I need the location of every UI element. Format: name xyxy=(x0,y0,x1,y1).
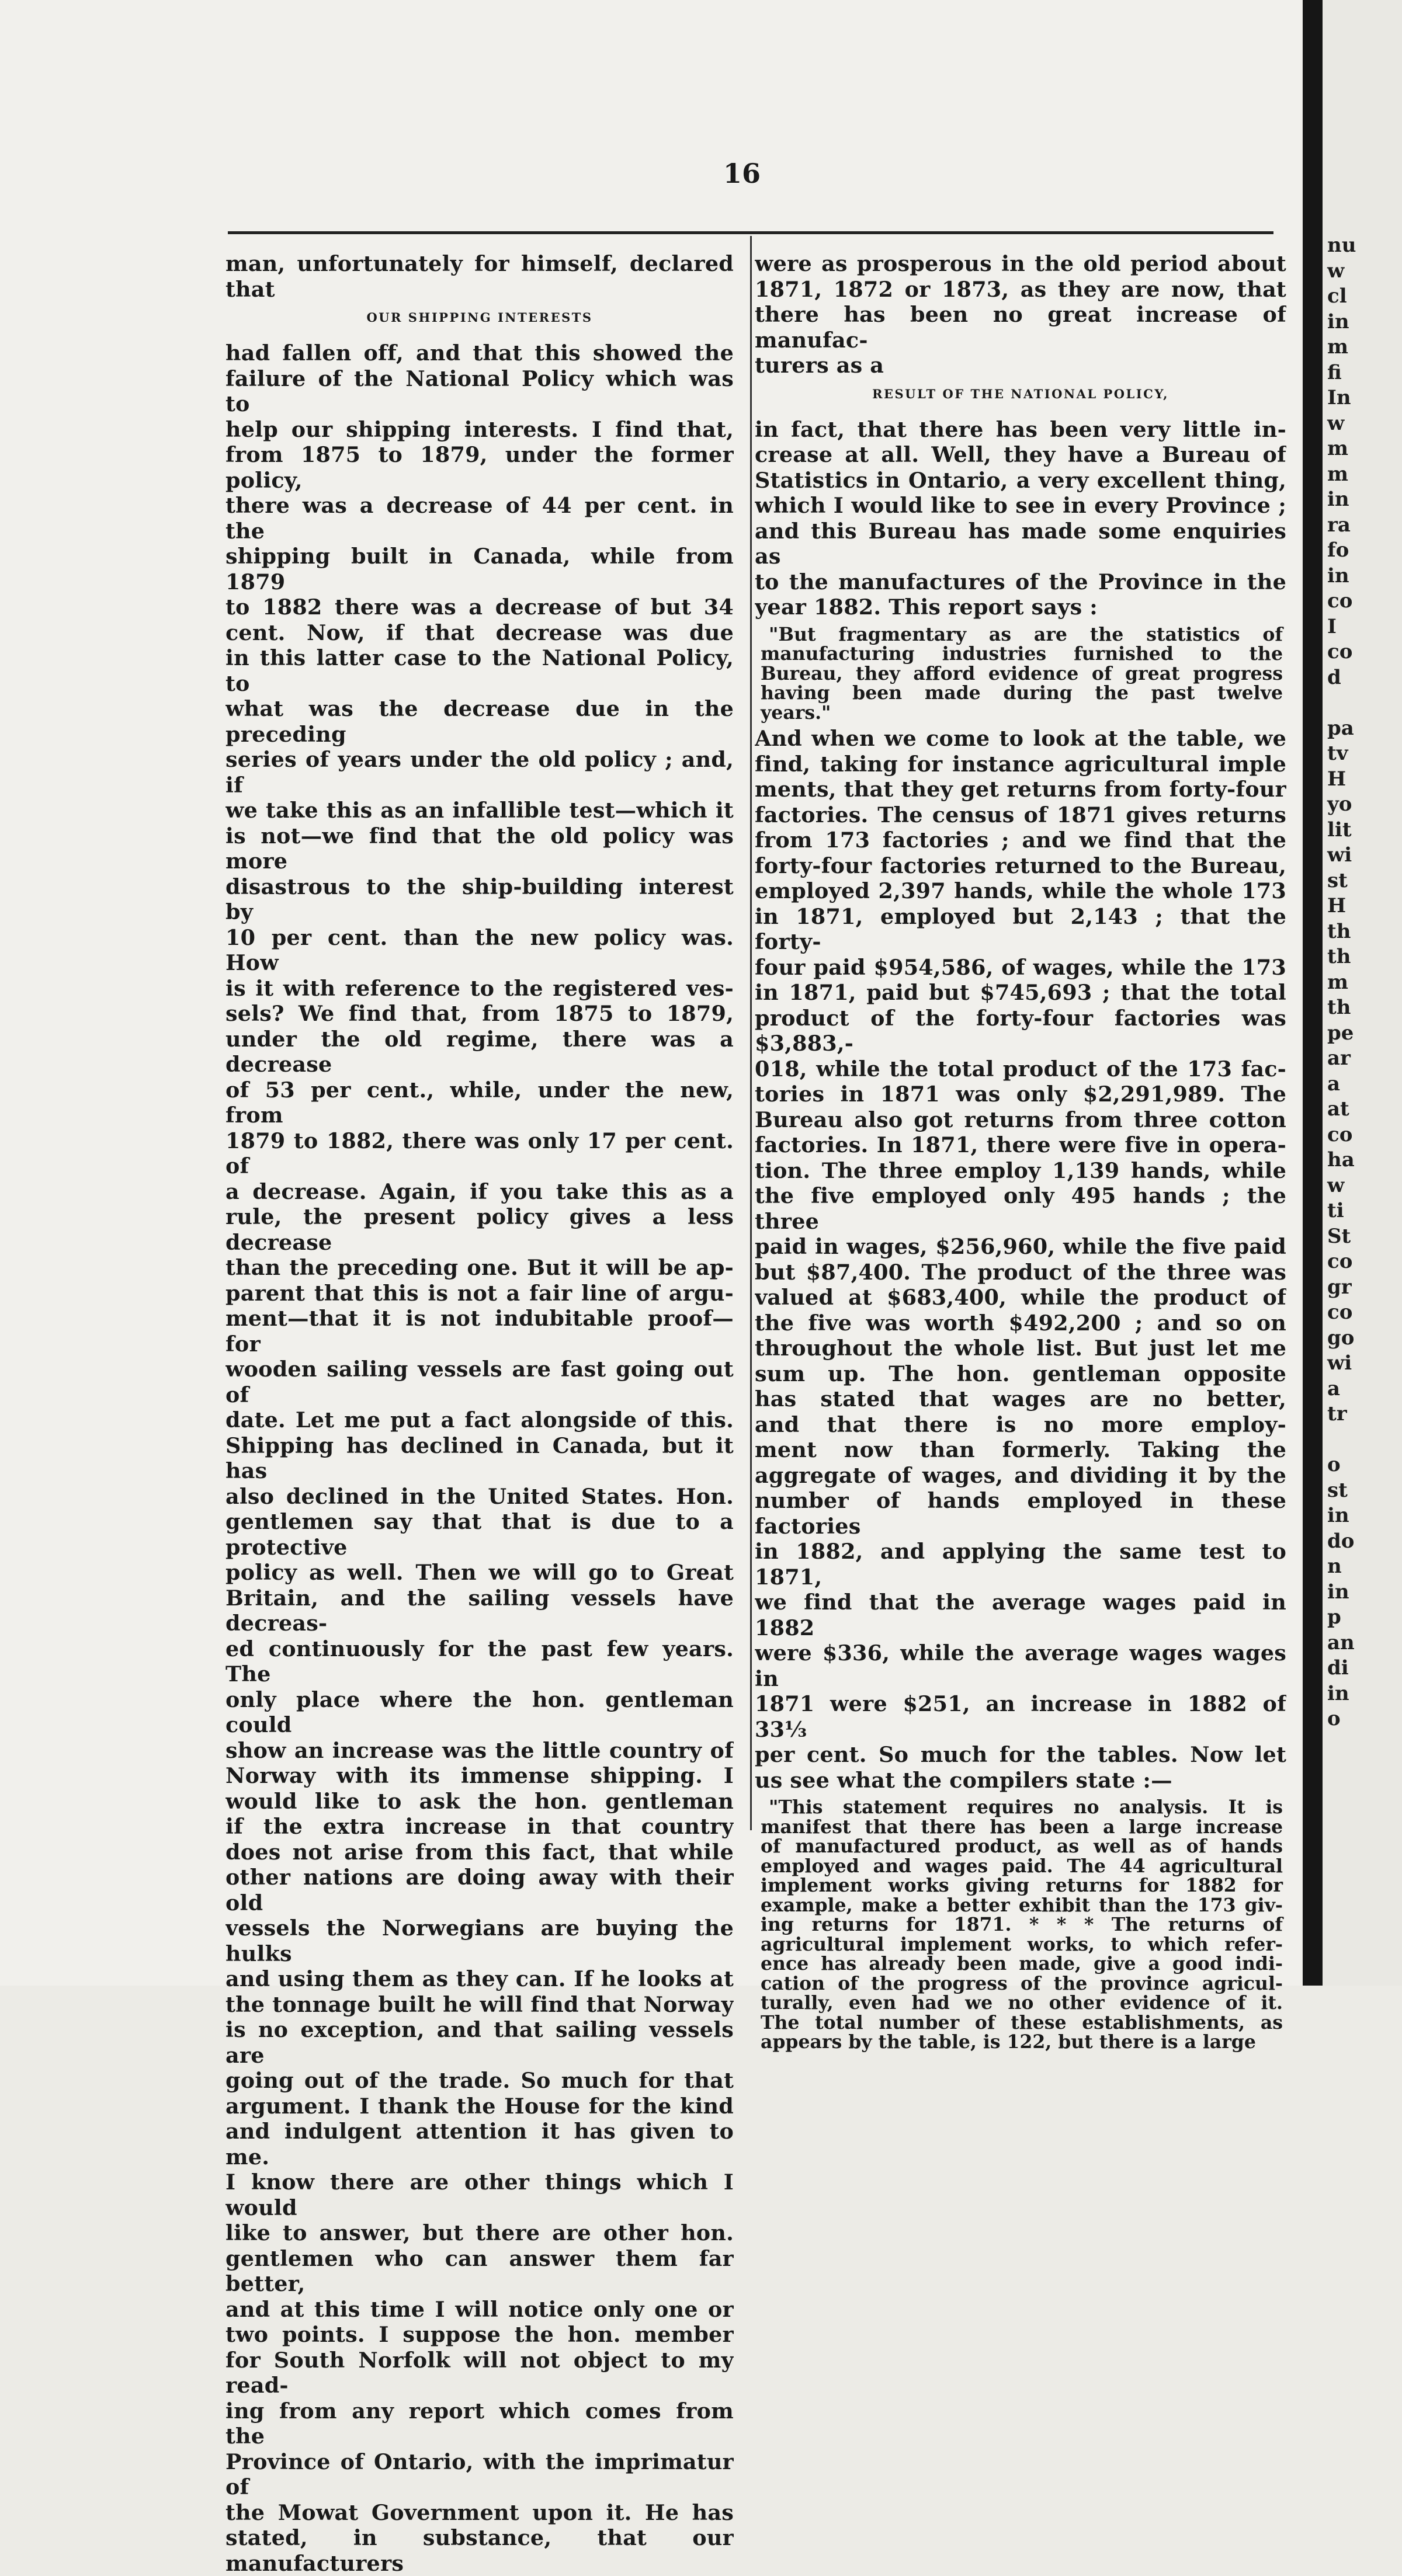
text-line: show an increase was the little country of xyxy=(225,1737,734,1763)
quote-line: cation of the progress of the province agricul- xyxy=(761,1972,1283,1994)
edge-text-fragment: m xyxy=(1327,437,1348,460)
text-line: is not—we find that the old policy was more xyxy=(225,823,734,874)
edge-text-fragment: in xyxy=(1327,564,1349,587)
edge-text-fragment: tr xyxy=(1327,1402,1347,1426)
quote-line: Bureau, they afford evidence of great progress xyxy=(761,662,1283,684)
text-line: in 1871, employed but 2,143 ; that the forty- xyxy=(755,903,1286,954)
quote-line: having been made during the past twelve xyxy=(761,682,1283,704)
text-line: crease at all. Well, they have a Bureau of xyxy=(755,442,1286,467)
text-line: we take this as an infallible test—which it xyxy=(225,798,734,823)
edge-text-fragment: nu xyxy=(1327,234,1356,257)
edge-text-fragment: fo xyxy=(1327,538,1349,562)
edge-text-fragment: w xyxy=(1327,259,1345,283)
text-line: and that there is no more employ- xyxy=(755,1412,1286,1437)
edge-text-fragment: m xyxy=(1327,335,1348,359)
text-line: of 53 per cent., while, under the new, from xyxy=(225,1077,734,1128)
text-line: ed continuously for the past few years. The xyxy=(225,1636,734,1687)
book-binding-gutter xyxy=(1303,0,1323,1986)
edge-text-fragment: a xyxy=(1327,1072,1341,1096)
edge-text-fragment: yo xyxy=(1327,792,1352,816)
text-line: year 1882. This report says : xyxy=(755,595,1098,620)
text-line: wooden sailing vessels are fast going out of xyxy=(225,1357,734,1407)
edge-text-fragment: co xyxy=(1327,1122,1353,1146)
text-line: gentlemen who can answer them far better, xyxy=(225,2245,734,2296)
edge-text-fragment: th xyxy=(1327,919,1351,943)
text-line: sels? We find that, from 1875 to 1879, xyxy=(225,1001,734,1026)
text-line: number of hands employed in these factories xyxy=(755,1488,1286,1539)
text-line: shipping built in Canada, while from 1879 xyxy=(225,544,734,595)
text-line: ments, that they get returns from forty-four xyxy=(755,777,1286,802)
text-line: Province of Ontario, with the imprimatur of xyxy=(225,2449,734,2499)
edge-text-fragment: co xyxy=(1327,640,1353,663)
edge-text-fragment: H xyxy=(1327,894,1347,917)
text-line: only place where the hon. gentleman could xyxy=(225,1687,734,1737)
text-line: in this latter case to the National Policy, to xyxy=(225,645,734,696)
edge-text-fragment: do xyxy=(1327,1529,1355,1553)
text-line: Britain, and the sailing vessels have decreas- xyxy=(225,1585,734,1636)
edge-text-fragment: In xyxy=(1327,386,1351,409)
section-heading-shipping-interests: OUR SHIPPING INTERESTS xyxy=(366,310,593,325)
edge-text-fragment: o xyxy=(1327,1453,1341,1476)
text-line: tories in 1871 was only $2,291,989. The xyxy=(755,1082,1286,1107)
quote-line: employed and wages paid. The 44 agricultural xyxy=(761,1855,1283,1877)
edge-text-fragment: ra xyxy=(1327,513,1351,537)
text-line: 1879 to 1882, there was only 17 per cent. of xyxy=(225,1128,734,1179)
quote-line: "This statement requires no analysis. It is xyxy=(769,1796,1283,1818)
block-quote-compilers xyxy=(755,1798,1286,2052)
edge-text-fragment: wi xyxy=(1327,1351,1352,1375)
edge-text-fragment: H xyxy=(1327,767,1347,791)
text-line: to 1882 there was a decrease of but 34 xyxy=(225,595,734,620)
text-line: that xyxy=(225,276,275,302)
text-line: factories. The census of 1871 gives returns xyxy=(755,802,1286,828)
header-rule xyxy=(228,231,1273,234)
edge-text-fragment: n xyxy=(1327,1555,1342,1578)
text-line: turers as a xyxy=(755,353,884,378)
quote-line: of manufactured product, as well as of hands xyxy=(761,1835,1283,1857)
edge-text-fragment: fi xyxy=(1327,360,1342,384)
quote-line: The total number of these establishments, as xyxy=(761,2011,1283,2033)
text-line: Norway with its immense shipping. I xyxy=(225,1763,734,1788)
edge-text-fragment: St xyxy=(1327,1224,1351,1248)
left-column xyxy=(225,251,734,2576)
text-line: from 1875 to 1879, under the former policy, xyxy=(225,442,734,493)
text-line: date. Let me put a fact alongside of this. xyxy=(225,1407,734,1433)
text-line: for South Norfolk will not object to my read- xyxy=(225,2347,734,2398)
text-line: but $87,400. The product of the three was xyxy=(755,1259,1286,1285)
edge-text-fragment: st xyxy=(1327,1478,1348,1502)
text-line: had fallen off, and that this showed the xyxy=(225,340,734,366)
text-line: to the manufactures of the Province in the xyxy=(755,569,1286,595)
text-line: And when we come to look at the table, we xyxy=(755,726,1286,751)
text-line: the five was worth $492,200 ; and so on xyxy=(755,1310,1286,1336)
edge-text-fragment: at xyxy=(1327,1097,1349,1121)
text-line: man, unfortunately for himself, declared xyxy=(225,251,734,276)
text-line: is no exception, and that sailing vessels are xyxy=(225,2017,734,2068)
edge-text-fragment: w xyxy=(1327,411,1345,435)
text-line: aggregate of wages, and dividing it by the xyxy=(755,1462,1286,1488)
text-line: were $336, while the average wages wages in xyxy=(755,1640,1286,1691)
text-line: there has been no great increase of manufac- xyxy=(755,302,1286,353)
edge-text-fragment: tv xyxy=(1327,742,1348,765)
edge-text-fragment: di xyxy=(1327,1656,1349,1680)
block-quote-bureau-report xyxy=(755,625,1286,723)
text-line: which I would like to see in every Province ; xyxy=(755,493,1286,518)
text-line: going out of the trade. So much for that xyxy=(225,2068,734,2093)
quote-line: example, make a better exhibit than the 173 giv- xyxy=(761,1894,1283,1916)
edge-text-fragment: m xyxy=(1327,462,1348,486)
text-line: paid in wages, $256,960, while the five paid xyxy=(755,1234,1286,1259)
quote-line: agricultural implement works, to which refer- xyxy=(761,1933,1283,1955)
quote-line: appears by the table, is 122, but there is a large xyxy=(761,2031,1256,2053)
edge-text-fragment: co xyxy=(1327,1250,1353,1273)
text-line: ing from any report which comes from the xyxy=(225,2398,734,2449)
section-heading-national-policy: RESULT OF THE NATIONAL POLICY, xyxy=(872,386,1169,401)
edge-text-fragment: wi xyxy=(1327,843,1352,867)
text-line: Shipping has declined in Canada, but it has xyxy=(225,1433,734,1483)
edge-text-fragment: st xyxy=(1327,868,1348,892)
text-line: policy as well. Then we will go to Great xyxy=(225,1560,734,1585)
edge-text-fragment: cl xyxy=(1327,284,1347,308)
text-line: vessels the Norwegians are buying the hulks xyxy=(225,1916,734,1966)
edge-text-fragment: in xyxy=(1327,1681,1349,1705)
text-line: 1871, 1872 or 1873, as they are now, that xyxy=(755,276,1286,302)
text-line: from 173 factories ; and we find that the xyxy=(755,828,1286,853)
edge-text-fragment: in xyxy=(1327,310,1349,333)
text-line: I know there are other things which I would xyxy=(225,2170,734,2220)
text-line: 10 per cent. than the new policy was. How xyxy=(225,924,734,975)
quote-line: manifest that there has been a large increase xyxy=(761,1816,1283,1838)
edge-text-fragment: ar xyxy=(1327,1047,1351,1070)
text-line: series of years under the old policy ; and, if xyxy=(225,747,734,798)
text-line: and using them as they can. If he looks at xyxy=(225,1966,734,1991)
text-line: Statistics in Ontario, a very excellent thing, xyxy=(755,467,1286,493)
quote-line: years." xyxy=(761,701,831,724)
text-line: there was a decrease of 44 per cent. in the xyxy=(225,493,734,544)
column-divider xyxy=(750,236,752,1830)
edge-text-fragment: w xyxy=(1327,1173,1345,1197)
text-line: if the extra increase in that country xyxy=(225,1814,734,1839)
text-line: stated, in substance, that our manufacturers xyxy=(225,2525,734,2576)
edge-text-fragment: I xyxy=(1327,614,1337,638)
text-line: and this Bureau has made some enquiries as xyxy=(755,518,1286,569)
text-line: employed 2,397 hands, while the whole 173 xyxy=(755,878,1286,903)
edge-text-fragment: th xyxy=(1327,945,1351,968)
text-line: we find that the average wages paid in 1882 xyxy=(755,1590,1286,1640)
text-line: factories. In 1871, there were five in opera- xyxy=(755,1132,1286,1157)
quote-line: implement works giving returns for 1882 for xyxy=(761,1875,1283,1896)
text-line: were as prosperous in the old period about xyxy=(755,251,1286,276)
text-line: and at this time I will notice only one or xyxy=(225,2296,734,2322)
edge-text-fragment: m xyxy=(1327,970,1348,994)
text-line: find, taking for instance agricultural imple xyxy=(755,751,1286,777)
right-column xyxy=(755,251,1286,2056)
quote-line: turally, even had we no other evidence of it. xyxy=(761,1992,1283,2014)
edge-text-fragment: p xyxy=(1327,1605,1341,1629)
edge-text-fragment: d xyxy=(1327,665,1341,689)
text-line: two points. I suppose the hon. member xyxy=(225,2322,734,2347)
text-line: product of the forty-four factories was $3,883,- xyxy=(755,1005,1286,1056)
text-line: 1871 were $251, an increase in 1882 of 33⅓ xyxy=(755,1691,1286,1742)
text-line: what was the decrease due in the preceding xyxy=(225,696,734,747)
text-line: also declined in the United States. Hon. xyxy=(225,1483,734,1509)
edge-text-fragment: co xyxy=(1327,1301,1353,1324)
text-line: sum up. The hon. gentleman opposite xyxy=(755,1361,1286,1386)
text-line: parent that this is not a fair line of argu- xyxy=(225,1280,734,1306)
text-line: gentlemen say that that is due to a protective xyxy=(225,1509,734,1560)
text-line: failure of the National Policy which was to xyxy=(225,366,734,416)
text-line: would like to ask the hon. gentleman xyxy=(225,1788,734,1814)
edge-text-fragment: go xyxy=(1327,1326,1355,1350)
edge-text-fragment: lit xyxy=(1327,818,1352,842)
text-line: the Mowat Government upon it. He has xyxy=(225,2499,734,2525)
edge-text-fragment: co xyxy=(1327,589,1353,613)
text-line: a decrease. Again, if you take this as a xyxy=(225,1179,734,1204)
edge-text-fragment: gr xyxy=(1327,1275,1352,1299)
text-line: in 1882, and applying the same test to 1871, xyxy=(755,1539,1286,1590)
edge-text-fragment: in xyxy=(1327,1580,1349,1604)
quote-line: "But fragmentary as are the statistics of xyxy=(769,623,1283,645)
text-line: help our shipping interests. I find that, xyxy=(225,416,734,442)
text-line: four paid $954,586, of wages, while the 173 xyxy=(755,954,1286,980)
text-line: has stated that wages are no better, xyxy=(755,1386,1286,1412)
edge-text-fragment: an xyxy=(1327,1631,1355,1654)
edge-text-fragment: th xyxy=(1327,996,1351,1019)
text-line: valued at $683,400, while the product of xyxy=(755,1285,1286,1310)
text-line: in fact, that there has been very little in- xyxy=(755,416,1286,442)
quote-line: ence has already been made, give a good indi- xyxy=(761,1953,1283,1974)
edge-text-fragment: pe xyxy=(1327,1021,1354,1045)
text-line: other nations are doing away with their old xyxy=(225,1865,734,1916)
text-line: the five employed only 495 hands ; the three xyxy=(755,1183,1286,1234)
edge-text-fragment: in xyxy=(1327,488,1349,511)
edge-text-fragment: a xyxy=(1327,1376,1341,1400)
edge-text-fragment: ti xyxy=(1327,1199,1344,1222)
text-line: forty-four factories returned to the Bureau, xyxy=(755,853,1286,878)
next-page-edge xyxy=(1323,0,1402,1986)
edge-text-fragment: o xyxy=(1327,1707,1341,1730)
text-line: Bureau also got returns from three cotton xyxy=(755,1107,1286,1132)
text-line: ment—that it is not indubitable proof—for xyxy=(225,1306,734,1357)
text-line: cent. Now, if that decrease was due xyxy=(225,620,734,645)
text-line: ment now than formerly. Taking the xyxy=(755,1437,1286,1462)
edge-text-fragment: pa xyxy=(1327,716,1354,740)
text-line: argument. I thank the House for the kind xyxy=(225,2093,734,2119)
text-line: and indulgent attention it has given to me. xyxy=(225,2119,734,2170)
quote-line: ing returns for 1871. * * * The returns of xyxy=(761,1914,1283,1935)
text-line: rule, the present policy gives a less decrease xyxy=(225,1204,734,1255)
text-line: under the old regime, there was a decrease xyxy=(225,1026,734,1077)
text-line: the tonnage built he will find that Norway xyxy=(225,1991,734,2017)
edge-text-fragment: ha xyxy=(1327,1148,1355,1171)
quote-line: manufacturing industries furnished to the xyxy=(761,643,1283,665)
text-line: 018, while the total product of the 173 fac- xyxy=(755,1056,1286,1082)
text-line: like to answer, but there are other hon. xyxy=(225,2220,734,2245)
text-line: is it with reference to the registered ves- xyxy=(225,975,734,1001)
edge-text-fragment: in xyxy=(1327,1504,1349,1527)
text-line: us see what the compilers state :— xyxy=(755,1767,1172,1793)
text-line: tion. The three employ 1,139 hands, while xyxy=(755,1157,1286,1183)
text-line: disastrous to the ship-building interest by xyxy=(225,874,734,924)
text-line: throughout the whole list. But just let me xyxy=(755,1336,1286,1361)
text-line: per cent. So much for the tables. Now let xyxy=(755,1742,1286,1767)
text-line: than the preceding one. But it will be ap- xyxy=(225,1255,734,1280)
page-number: 16 xyxy=(723,158,761,189)
text-line: does not arise from this fact, that while xyxy=(225,1839,734,1865)
text-line: in 1871, paid but $745,693 ; that the total xyxy=(755,980,1286,1005)
